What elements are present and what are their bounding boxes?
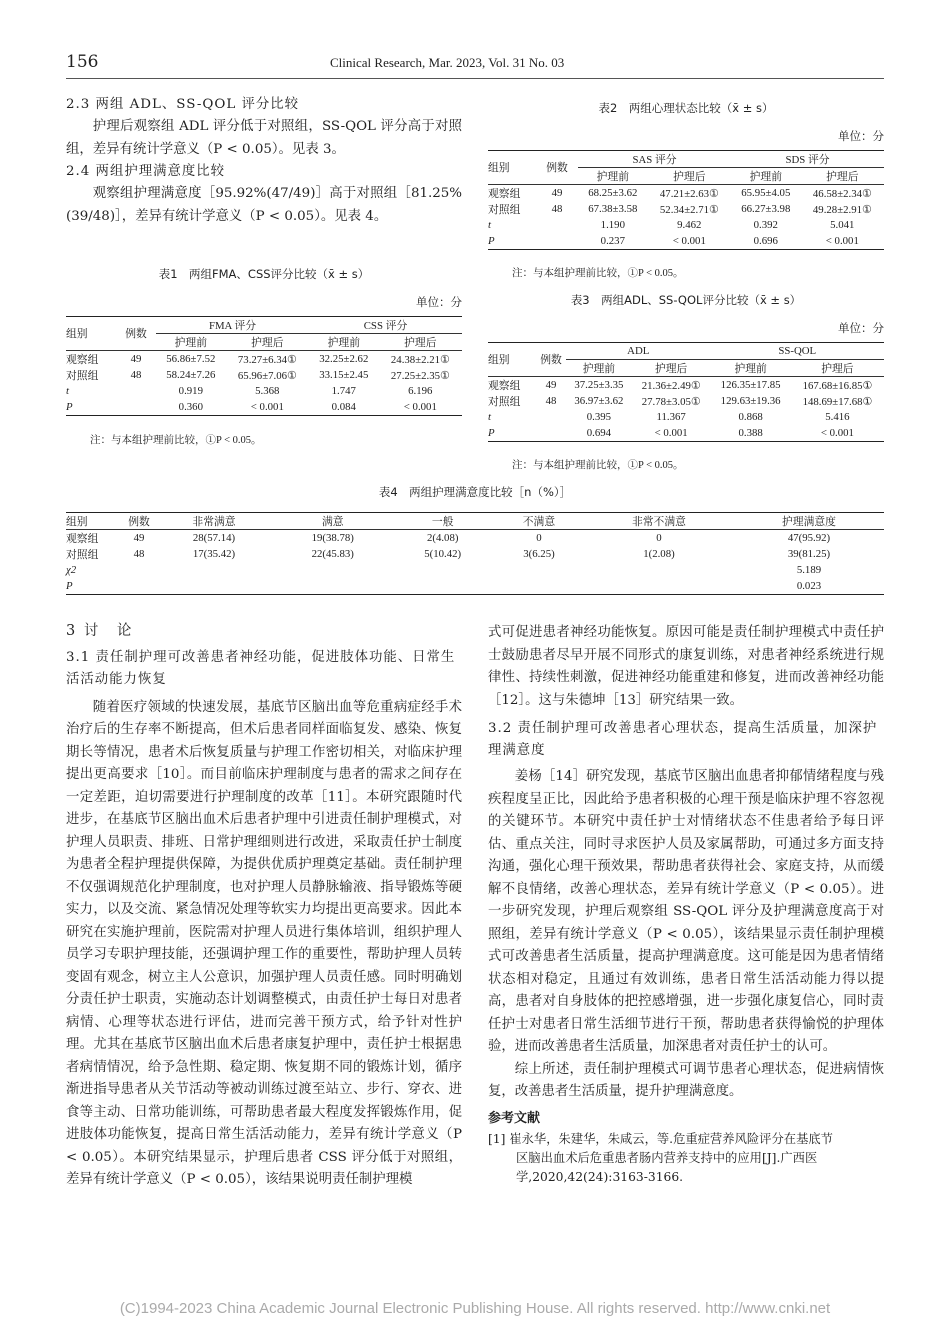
section-3-1-continuation: 式可促进患者神经功能恢复。原因可能是责任制护理模式中责任护士鼓励患者尽早开展不同形式的康复训练，对患者神经系统进行规律性、持续性刺激，促进神经功能重建和修复，进而改善神经功能［12］。这与朱德坤［13］研究结果一致。 <box>488 625 884 708</box>
table3-header-post: 护理后 <box>654 362 688 375</box>
table-cell <box>116 383 156 399</box>
table4-header: 护理满意度 <box>734 513 884 530</box>
table-cell: 126.35±17.85 <box>711 377 791 394</box>
table-cell: < 0.001 <box>226 399 309 416</box>
table1-header-pre: 护理前 <box>174 336 208 349</box>
table-cell: P <box>66 578 124 595</box>
table-cell: 19(38.78) <box>274 530 391 547</box>
header-rule <box>66 78 884 79</box>
table-cell: 0.084 <box>309 399 379 416</box>
table-cell: P <box>66 399 116 416</box>
table-cell: 49 <box>124 530 154 547</box>
reference-line: [1] 崔永华，朱建华，朱咸云，等.危重症营养风险评分在基底节 <box>488 1132 833 1146</box>
table-cell: 1.747 <box>331 385 356 397</box>
reference-line: 区脑出血术后危重患者肠内营养支持中的应用[J].广西医 <box>516 1151 818 1165</box>
table-row <box>66 367 462 383</box>
table-cell: 0.360 <box>156 399 226 416</box>
table-row <box>488 409 884 425</box>
table1 <box>66 316 462 416</box>
table-cell: 0.388 <box>711 425 791 442</box>
table-cell <box>274 578 391 595</box>
table1-header-css: CSS 评分 <box>309 317 462 334</box>
table-cell: 0.395 <box>586 411 612 423</box>
table-cell: 1(2.08) <box>643 548 675 560</box>
table-cell <box>494 562 584 578</box>
table-cell <box>391 562 494 578</box>
table3 <box>488 342 884 442</box>
table2-header-pre: 护理前 <box>596 170 630 183</box>
table-cell: 对照组 <box>488 395 521 408</box>
table-cell: 观察组 <box>488 185 536 202</box>
table-cell: t <box>66 385 69 397</box>
section-2-4-heading: 2.4 两组护理满意度比较 <box>66 164 226 179</box>
table-cell: P <box>488 425 536 442</box>
table-cell: χ2 <box>66 564 77 576</box>
table1-header-group: 组别 <box>66 317 116 351</box>
table-cell: 37.25±3.35 <box>566 377 632 394</box>
table4-header: 一般 <box>391 513 494 530</box>
table-cell: 对照组 <box>66 369 99 382</box>
table-cell: < 0.001 <box>791 425 884 442</box>
table2-header-group: 组别 <box>488 151 536 185</box>
discussion-right-column <box>488 622 884 1187</box>
table-cell: < 0.001 <box>379 399 462 416</box>
table-cell <box>116 399 156 416</box>
table-cell: 39(81.25) <box>787 548 831 560</box>
table-cell: 32.25±2.62 <box>309 351 379 368</box>
table-cell: 73.27±6.34① <box>226 351 309 368</box>
table-cell: 观察组 <box>488 377 536 394</box>
references-heading: 参考文献 <box>488 1110 541 1126</box>
table-cell <box>154 562 274 578</box>
table3-header-ssqol: SS-QOL <box>711 343 884 360</box>
table-cell: 129.63±19.36 <box>720 395 781 407</box>
table-cell: 21.36±2.49① <box>632 377 711 394</box>
section-3-2-paragraph: 姜杨［14］研究发现，基底节区脑出血患者抑郁情绪程度与残疾程度呈正比，因此给予患者积极的心理干预是临床护理不容忽视的关键环节。本研究中责任护士对情绪状态不佳患者给予每日评估、重点关注，同时寻求医护人员及家属帮助，可通过多方面支持沟通，强化心理干预效果，帮助患者获得社会、家庭支持，从而缓解不良情绪，改善心理状态，差异有统计学意义（P < 0.05）。进一步研究发现，护理后观察组 SS-QOL 评分及护理满意度高于对照组，差异有统计学意义（P < 0.05），该结果显示责任制护理模式可改善患者生活质量，提高护理满意度。这可能是因为患者情绪状态相对稳定，且通过有效训练，患者日常生活活动能力得以提高，患者对自身肢体的把控感增强，进一步强化康复信心，同时责任护士对患者日常生活细节进行干预，帮助患者获得愉悦的护理体验，进而改善患者生活质量，加深患者对责任护士的认可。 <box>488 769 884 1054</box>
table-cell: 66.27±3.98 <box>741 203 791 215</box>
table-row <box>66 399 462 416</box>
table-cell: 观察组 <box>66 351 116 368</box>
table2-unit: 单位：分 <box>838 129 884 143</box>
section-3-2-heading: 3.2 责任制护理可改善患者心理状态，提高生活质量，加深护理满意度 <box>488 721 878 758</box>
table4-header: 满意 <box>274 513 391 530</box>
table2-header-sds: SDS 评分 <box>731 151 884 168</box>
table-cell: 52.34±2.71① <box>659 203 719 216</box>
table-cell: 0.392 <box>753 219 778 231</box>
table-cell: 49 <box>536 185 578 202</box>
page-number: 156 <box>66 52 99 72</box>
table-cell: 观察组 <box>66 530 124 547</box>
table-cell: P <box>488 233 536 250</box>
table-row <box>488 201 884 217</box>
table2-note: 注：与本组护理前比较，①P < 0.05。 <box>512 268 684 279</box>
table-cell: 49 <box>116 351 156 368</box>
table-cell: 17(35.42) <box>192 548 236 560</box>
table-cell: 56.86±7.52 <box>156 351 226 368</box>
reference-line: 学,2020,42(24):3163-3166. <box>516 1170 684 1184</box>
table-cell: < 0.001 <box>648 233 731 250</box>
table3-unit: 单位：分 <box>838 321 884 335</box>
table1-header-fma: FMA 评分 <box>156 317 309 334</box>
table-cell <box>391 578 494 595</box>
table3-header-adl: ADL <box>566 343 711 360</box>
table-cell: 0.694 <box>566 425 632 442</box>
table-cell: 27.78±3.05① <box>641 395 701 408</box>
table-cell: 6.196 <box>408 385 433 397</box>
table-row <box>66 351 462 368</box>
table4 <box>66 512 884 595</box>
table1-header-post: 护理后 <box>404 336 437 349</box>
table-cell: 5.416 <box>825 411 850 423</box>
table-cell: 28(57.14) <box>154 530 274 547</box>
table-cell: 47(95.92) <box>734 530 884 547</box>
table-cell <box>536 409 566 425</box>
table3-header-pre: 护理前 <box>734 362 767 375</box>
table-row <box>488 233 884 250</box>
table1-unit: 单位：分 <box>416 295 462 309</box>
table2-header-n: 例数 <box>536 151 578 185</box>
table-cell: < 0.001 <box>801 233 884 250</box>
table-row <box>488 217 884 233</box>
copyright-footer: (C)1994-2023 China Academic Journal Electronic Publishing House. All rights reserved. http://www.cnki.net <box>119 1300 831 1317</box>
table-cell: 48 <box>130 369 142 381</box>
reference-1 <box>488 1130 884 1187</box>
table-cell: 1.190 <box>600 219 625 231</box>
discussion-left-column <box>66 620 462 1192</box>
table-cell: 0.696 <box>731 233 801 250</box>
table-cell: 48 <box>133 548 145 560</box>
table-cell: 49.28±2.91① <box>812 203 872 216</box>
table3-header-group: 组别 <box>488 343 536 377</box>
table2-header-post: 护理后 <box>826 170 859 183</box>
table2-header-sas: SAS 评分 <box>578 151 731 168</box>
table-cell: 5.041 <box>830 219 855 231</box>
table-cell: 24.38±2.21① <box>379 351 462 368</box>
table1-caption: 表1 两组FMA、CSS评分比较（x̄ ± s） <box>158 267 370 281</box>
table-cell <box>124 578 154 595</box>
table-cell: 67.38±3.58 <box>588 203 638 215</box>
table-cell: 27.25±2.35① <box>390 369 450 382</box>
table3-note: 注：与本组护理前比较，①P < 0.05。 <box>512 460 684 471</box>
table4-header: 不满意 <box>494 513 584 530</box>
table3-header-n: 例数 <box>536 343 566 377</box>
table-cell: 58.24±7.26 <box>166 369 216 381</box>
table-cell: < 0.001 <box>632 425 711 442</box>
table-row <box>488 185 884 202</box>
section-2-4-paragraph: 观察组护理满意度［95.92%(47/49)］高于对照组［81.25%(39/48)］，差异有统计学意义（P < 0.05）。见表 4。 <box>66 186 462 224</box>
table-cell: 3(6.25) <box>523 548 555 560</box>
section-3-1-paragraph: 随着医疗领域的快速发展，基底节区脑出血等危重病症经手术治疗后的生存率不断提高，但术后患者同样面临复发、感染、恢复期长等情况，患者术后恢复质量与护理工作密切相关，对临床护理提出更高要求［10］。而目前临床护理制度与患者的需求之间存在一定差距，迫切需要进行护理制度的改革［11］。本研究跟随时代进步，在基底节区脑出血术后患者护理中引进责任制护理模式，对护理人员职责、排班、日常护理细则进行改进，采取责任护士制度为患者全程护理提供保障，为提供优质护理奠定基础。责任制护理不仅强调规范化护理制度，也对护理人员静脉输液、指导锻炼等硬实力，以及交流、紧急情况处理等软实力均提出更高要求。因此本研究在实施护理前，医院需对护理人员进行集体培训，组织护理人员学习专职护理技能，还强调护理工作的重要性，帮助护理人员转变固有观念，树立主人公意识，加强护理人员责任感。同时明确划分责任护士职责，实施动态计划调整模式，由责任护士每日对患者病情、心理等状态进行评估，进而完善干预方式，给予针对性护理。尤其在基底节区脑出血术后患者康复护理中，责任护士根据患者病情情况，给予急性期、稳定期、恢复期不同的锻炼计划，循序渐进指导患者从关节活动等被动训练过渡至站立、步行、穿衣、进食等主动、日常功能训练，可帮助患者最大程度发挥锻炼作用，促进肢体功能恢复，提高日常生活活动能力，差异有统计学意义（P < 0.05）。本研究结果显示，护理后患者 CSS 评分低于对照组，差异有统计学意义（P < 0.05），该结果说明责任制护理模 <box>66 699 462 1187</box>
table-cell: 47.21±2.63① <box>648 185 731 202</box>
table2 <box>488 150 884 250</box>
table2-header-pre: 护理前 <box>749 170 782 183</box>
table-cell: 49 <box>536 377 566 394</box>
table-cell <box>536 217 578 233</box>
table-cell <box>536 425 566 442</box>
table-cell: 68.25±3.62 <box>578 185 648 202</box>
table-row <box>66 562 884 578</box>
table-cell: 对照组 <box>488 203 521 216</box>
table4-header: 例数 <box>124 513 154 530</box>
table-cell: 5.368 <box>255 385 280 397</box>
table1-header-n: 例数 <box>116 317 156 351</box>
table4-header: 非常满意 <box>154 513 274 530</box>
table-cell: 0 <box>584 530 734 547</box>
table2-header-post: 护理后 <box>673 170 706 183</box>
table-cell: 2(4.08) <box>391 530 494 547</box>
table-cell <box>494 578 584 595</box>
table1-note: 注：与本组护理前比较，①P < 0.05。 <box>90 435 262 446</box>
table-row <box>66 383 462 399</box>
journal-running-head: Clinical Research, Mar. 2023, Vol. 31 No. 03 <box>330 55 565 70</box>
table4-header-row <box>66 513 884 530</box>
table-cell: 9.462 <box>677 219 702 231</box>
table-cell <box>124 562 154 578</box>
table-row <box>488 393 884 409</box>
table-row <box>488 377 884 394</box>
table-cell: 48 <box>551 203 563 215</box>
table-cell: 33.15±2.45 <box>319 369 369 381</box>
table-cell: 0.919 <box>178 385 203 397</box>
table-cell: 对照组 <box>66 548 99 561</box>
table-cell: 0.237 <box>578 233 648 250</box>
table-cell: 22(45.83) <box>311 548 354 560</box>
table-cell: 0.868 <box>738 411 763 423</box>
table2-caption: 表2 两组心理状态比较（x̄ ± s） <box>598 101 774 115</box>
table-cell: 0 <box>494 530 584 547</box>
table3-caption: 表3 两组ADL、SS-QOL评分比较（x̄ ± s） <box>570 293 802 307</box>
table-cell: t <box>488 411 491 423</box>
table3-header-post: 护理后 <box>821 362 854 375</box>
table-cell: 11.367 <box>656 411 686 423</box>
conclusion-paragraph: 综上所述，责任制护理模式可调节患者心理状态，促进病情恢复，改善患者生活质量，提升护理满意度。 <box>488 1061 884 1099</box>
table-row <box>66 530 884 547</box>
table1-header-post: 护理后 <box>251 336 284 349</box>
table-cell: 46.58±2.34① <box>801 185 884 202</box>
table-cell: 5.189 <box>796 564 822 576</box>
table3-header-pre: 护理前 <box>582 362 616 375</box>
table-row <box>66 578 884 595</box>
table-cell: 65.95±4.05 <box>731 185 801 202</box>
section-2-3-paragraph: 护理后观察组 ADL 评分低于对照组，SS-QOL 评分高于对照组，差异有统计学意义（P < 0.05）。见表 3。 <box>66 119 462 157</box>
left-top-text <box>66 94 462 228</box>
table-cell: 48 <box>545 395 557 407</box>
table4-header: 非常不满意 <box>584 513 734 530</box>
table4-header: 组别 <box>66 513 124 530</box>
table-cell <box>274 562 391 578</box>
table-cell: 5(10.42) <box>424 548 462 560</box>
table-row <box>66 546 884 562</box>
table4-caption: 表4 两组护理满意度比较［n（%）］ <box>378 485 572 499</box>
table-cell <box>154 578 274 595</box>
section-3-1-heading: 3.1 责任制护理可改善患者神经功能，促进肢体功能、日常生活活动能力恢复 <box>66 649 456 687</box>
table-cell: 0.023 <box>734 578 884 595</box>
table-cell: t <box>488 219 491 231</box>
section-2-3-heading: 2.3 两组 ADL、SS-QOL 评分比较 <box>66 97 300 112</box>
table-cell: 167.68±16.85① <box>791 377 884 394</box>
table-cell: 148.69±17.68① <box>802 395 873 408</box>
table-cell: 65.96±7.06① <box>237 369 297 382</box>
table-cell <box>584 578 734 595</box>
table-cell <box>584 562 734 578</box>
table-row <box>488 425 884 442</box>
table-cell <box>536 233 578 250</box>
table-cell: 36.97±3.62 <box>574 395 624 407</box>
discussion-heading: 3 讨 论 <box>66 623 134 639</box>
table1-header-pre: 护理前 <box>327 336 360 349</box>
